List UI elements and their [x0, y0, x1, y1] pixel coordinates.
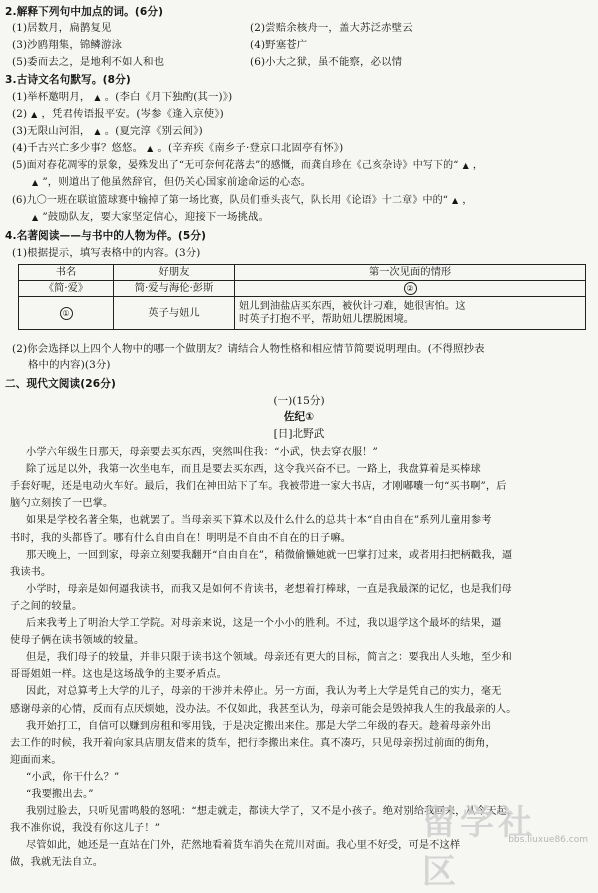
article-line: 我读书。	[10, 566, 52, 578]
blank-marker: ▲	[32, 178, 39, 187]
q3-item-2: (2) ▲ ，凭君传语报平安。(岑参《逢入京使》)	[12, 108, 224, 120]
table-cell-friend: 英子与妞儿	[114, 297, 235, 330]
article-line: 感谢母亲的心情，反而有点厌烦她，没办法。不仅如此，我甚至认为，母亲可能会是毁掉我人生的我最亲的人。	[10, 703, 517, 715]
article-line: 脑勺立刻挨了一巴掌。	[10, 498, 114, 510]
article-line: 书时，我的头都昏了。哪有什么自由自在！明明是不自由不自在的日子嘛。	[10, 532, 352, 544]
q4-sub2-line1: (2)你会选择以上四个人物中的哪一个做朋友？请结合人物性格和相应情节简要说明理由。(不得照抄表	[12, 343, 485, 355]
article-line: 我别过脸去，只听见雷鸣般的怒吼：“想走就走，都读大学了，又不是小孩子。绝对别给我回来，从今天起，	[26, 806, 518, 818]
article-line: 去工作的时候，我开着向家具店朋友借来的货车，把行李搬出来住。真不凑巧，只见母亲拐过前面的街角，	[10, 737, 496, 749]
article-line: 子之间的较量。	[10, 600, 83, 612]
q4-heading: 4.名著阅读——与书中的人物为伴。(5分)	[5, 230, 207, 242]
table-cell-friend: 简·爱与海伦·彭斯	[114, 281, 235, 297]
watermark-url: bbs.liuxue86.com	[508, 835, 588, 845]
q2-heading: 2.解释下列句中加点的词。(6分)	[5, 6, 164, 18]
table-cell-scene	[235, 281, 586, 297]
article-line: 迎面而来。	[10, 754, 62, 766]
section-number: (一)(15分)	[273, 395, 325, 407]
table-header-cell: 好朋友	[114, 265, 235, 281]
article-line: 除了远足以外，我第一次坐电车，而且是要去买东西，这令我兴奋不已。一路上，我盘算着是买棒球	[26, 464, 481, 476]
article-line: 小学六年级生日那天，母亲要去买东西，突然叫住我：“小武，快去穿衣服！”	[26, 447, 378, 458]
table-cell-book	[19, 297, 114, 330]
table-header-row	[19, 265, 586, 281]
article-line: 手套好呢，还是电动火车好。最后，我们在神田站下了车。我被带进一家大书店，才刚嘟囔一句“买书啊”，后	[10, 481, 507, 493]
blank-marker: ▲	[32, 213, 39, 222]
table-row	[19, 297, 586, 330]
article-line: 因此，对总算考上大学的儿子，母亲的干涉并未停止。另一方面，我认为考上大学是凭自己的实力，毫无	[26, 686, 502, 698]
blank-marker: ▲	[462, 161, 469, 170]
q3-item-6-line2: ▲ ”鼓励队友，要大家坚定信心，迎接下一场挑战。	[32, 211, 270, 223]
part2-heading: 二、现代文阅读(26分)	[5, 378, 116, 390]
article-line: 我不准你说，我没有你这儿子！”	[10, 823, 161, 835]
table-cell-scene: 妞儿到油盐店买东西，被伙计刁难，她很害怕。这 时英子打抱不平，帮助妞儿摆脱困境。	[235, 297, 586, 330]
q2-item-3: (3)沙鸥翔集，锦鳞游泳	[12, 39, 123, 51]
q3-item-4: (4)千古兴亡多少事？悠悠。 ▲ 。(辛弃疾《南乡子·登京口北固亭有怀》)	[12, 142, 344, 154]
article-line: 哥哥姐姐一样。这也是这场战争的主要矛盾点。	[10, 669, 228, 681]
q3-item-1: (1)举杯邀明月， ▲ 。(李白《月下独酌(其一)》)	[12, 91, 233, 103]
blank-marker: ▲	[94, 93, 101, 102]
q4-sub2-line2: 格中的内容)(3分)	[28, 359, 111, 371]
q3-heading: 3.古诗文名句默写。(8分)	[5, 74, 131, 86]
q4-sub1: (1)根据提示，填写表格中的内容。(3分)	[12, 247, 201, 259]
article-line: 尽管如此，她还是一直站在门外，茫然地看着货车消失在荒川对面。我心里不好受，可是不这样	[26, 840, 461, 852]
blank-number: ②	[404, 282, 417, 295]
table-header-cell: 第一次见面的情形	[235, 265, 586, 281]
q3-item-5-line1: (5)面对春花凋零的景象，晏殊发出了“无可奈何花落去”的感慨，而龚自珍在《己亥杂诗》中写下的“ ▲ ，	[12, 160, 484, 171]
blank-marker: ▲	[31, 110, 38, 119]
reading-table	[18, 264, 586, 330]
article-title: 佐纪①	[283, 411, 315, 423]
q3-item-3: (3)无限山河泪， ▲ 。(夏完淳《别云间》)	[12, 125, 203, 137]
blank-marker: ▲	[94, 127, 101, 136]
watermark-text: 留学社区	[422, 803, 536, 892]
table-header-cell: 书名	[19, 265, 114, 281]
blank-number: ①	[60, 307, 73, 320]
article-line: 我开始打工，自信可以赚到房租和零用钱，于是决定搬出来住。那是大学二年级的春天。趁着母亲外出	[26, 720, 492, 732]
q2-item-1: (1)居数月，扁鹊复见	[12, 22, 112, 34]
blank-marker: ▲	[452, 196, 459, 205]
site-watermark-logo	[422, 795, 592, 892]
q2-item-6: (6)小大之狱，虽不能察，必以情	[250, 56, 403, 68]
q3-item-6-line1: (6)九〇一班在联谊篮球赛中输掉了第一场比赛，队员们垂头丧气，队长用《论语》十二章》中的“ ▲ ，	[12, 195, 473, 206]
article-line: 后来我考上了明治大学工学院。对母亲来说，这是一个小小的胜利。不过，我以退学这个最坏的结果，逼	[26, 618, 502, 629]
article-line: 那天晚上，一回到家，母亲立刻要我翻开“自由自在”，稍微偷懒她就一巴掌打过来，或者用扫把柄戳我，逼	[26, 549, 513, 561]
article-line: 使母子俩在读书领域的较量。	[10, 635, 145, 647]
article-line: 但是，我们母子的较量，并非只限于读书这个领域。母亲还有更大的目标，简言之：要我出人头地，至少和	[26, 652, 512, 664]
article-line: 做，我就无法自立。	[10, 857, 104, 869]
article-line: 如果是学校名著全集，也就罢了。当母亲买下算术以及什么什么的总共十本“自由自在”系列儿童用参考	[26, 515, 492, 527]
q2-item-5: (5)委而去之，是地利不如人和也	[12, 56, 165, 68]
table-row	[19, 281, 586, 297]
q2-item-2: (2)尝赔余核舟一，盖大苏泛赤壁云	[250, 22, 413, 34]
blank-marker: ▲	[147, 144, 154, 153]
q3-item-5-line2: ▲ ”，则道出了他虽然辞官，但仍关心国家前途命运的心态。	[32, 176, 312, 188]
article-line: “小武，你干什么？”	[26, 771, 120, 783]
article-line: “我要搬出去。”	[26, 789, 94, 800]
table-cell-book: 《简·爱》	[19, 281, 114, 297]
article-line: 小学时，母亲是如何逼我读书，而我又是如何不肯读书，老想着打棒球，一直是我最深的记忆，也是我们母	[26, 583, 512, 595]
article-author: [日]北野武	[273, 428, 325, 440]
q2-item-4: (4)野塞苍广	[250, 39, 308, 51]
